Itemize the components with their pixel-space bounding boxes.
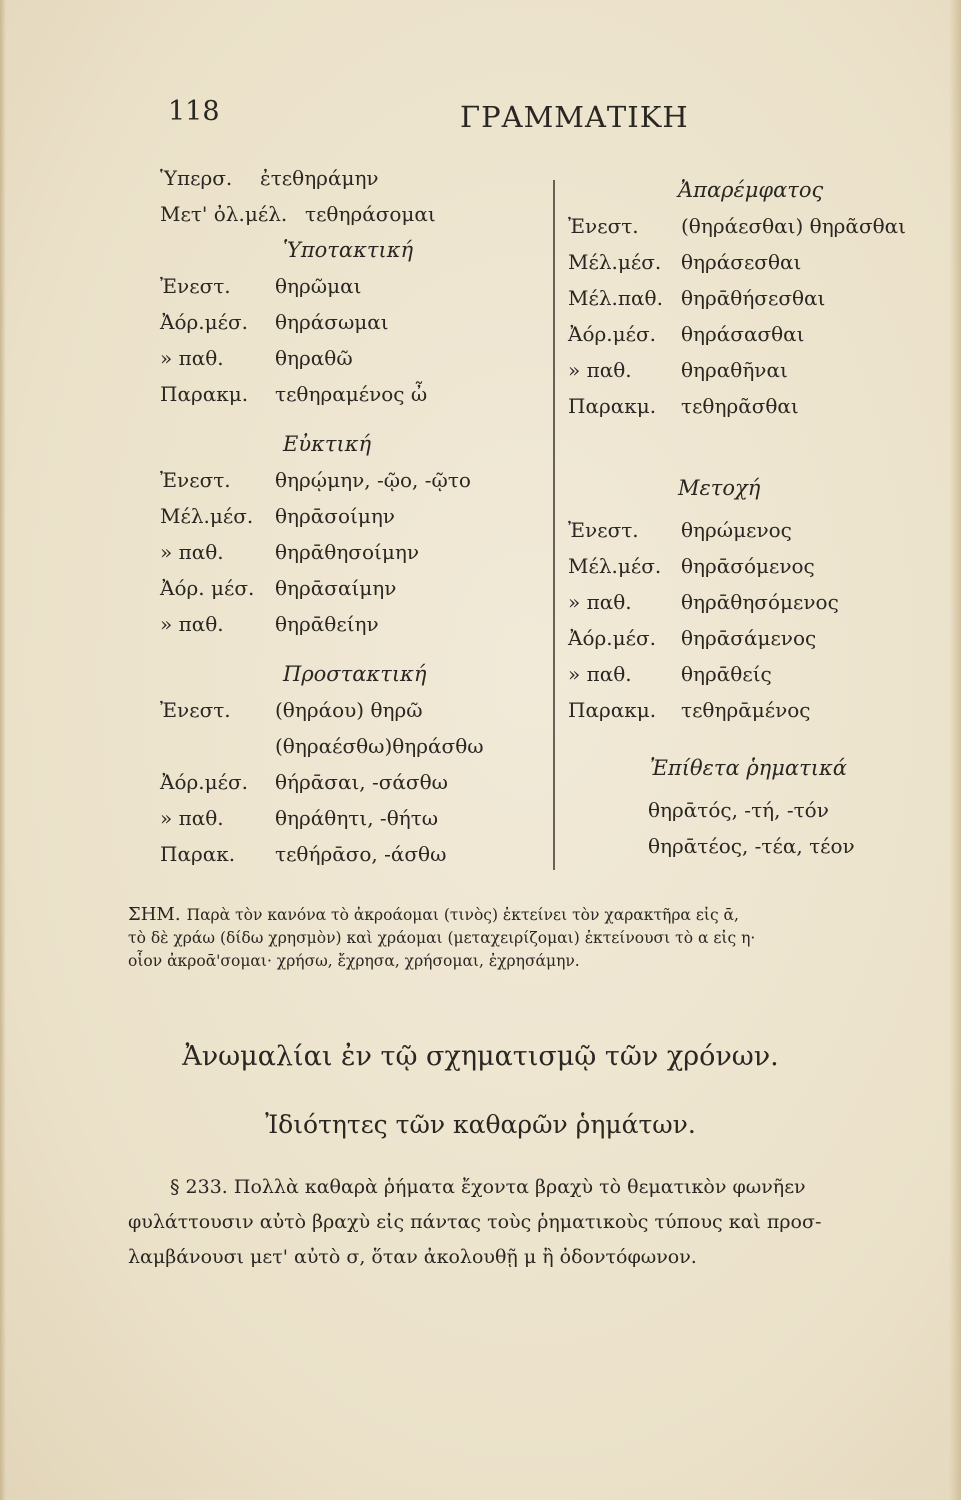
tense-label [160, 728, 275, 764]
verb-form: θηρᾱθησοίμην [275, 540, 419, 564]
conjugation-row [568, 208, 906, 244]
footnote [128, 903, 936, 973]
verb-form: θήρᾱσαι, -σάσθω [275, 770, 448, 794]
verb-form: θηρᾱθησόμενος [681, 590, 839, 614]
conjugation-row [160, 570, 484, 606]
mood-heading-optative: Εὐκτική [283, 432, 372, 456]
tense-label: Ἐνεστ. [568, 518, 639, 542]
verb-form: θηραθῶ [275, 346, 353, 370]
verb-form: θηράσωμαι [275, 310, 389, 334]
tense-label: Μέλ.παθ. [568, 286, 663, 310]
conjugation-row [160, 462, 484, 498]
paragraph-line: λαμβάνουσι μετ' αὐτὸ σ, ὅταν ἀκολουθῇ μ ἢ ὀδοντόφωνον. [128, 1246, 697, 1268]
verb-form: θηρῶμαι [275, 274, 362, 298]
verb-form: θηρᾱτός, -τή, -τόν [648, 798, 829, 822]
verb-form: θηρᾱτέος, -τέα, τέον [648, 834, 855, 858]
page-edge-right [949, 0, 961, 1500]
note-line: οἷον ἀκροᾱ'σομαι· χρήσω, ἔχρησα, χρήσομαι, ἐχρησάμην. [128, 952, 580, 970]
right-column [568, 172, 906, 864]
verb-form: τεθηρᾱμένος [681, 698, 811, 722]
tense-label: Ἐνεστ. [568, 214, 639, 238]
conjugation-row [568, 280, 906, 316]
section-heading: Ἀνωμαλίαι ἐν τῷ σχηματισμῷ τῶν χρόνων. [182, 1041, 779, 1072]
verb-form: θηρᾱσαίμην [275, 576, 397, 600]
verb-form: θηρᾱθείς [681, 662, 772, 686]
tense-label: Ἀόρ.μέσ. [160, 310, 248, 334]
tense-label: » παθ. [160, 346, 224, 370]
conjugation-row [160, 304, 484, 340]
tense-label: Μέλ.μέσ. [568, 554, 662, 578]
tense-label: Ὑπερσ. [160, 166, 233, 190]
conjugation-row [160, 764, 484, 800]
heading-verbal-adjectives: Ἐπίθετα ῥηματικά [650, 756, 847, 780]
subsection-heading: Ἰδιότητες τῶν καθαρῶν ῥημάτων. [265, 1110, 696, 1139]
running-title: ΓΡΑΜΜΑΤΙΚΗ [460, 100, 689, 134]
tense-label: Μέλ.μέσ. [160, 504, 254, 528]
note-sigla: ΣΗΜ. [128, 904, 181, 925]
tense-label: Ἐνεστ. [160, 698, 231, 722]
tense-label: Μέλ.μέσ. [568, 250, 662, 274]
conjugation-row [160, 534, 484, 570]
body-paragraph [128, 1170, 934, 1275]
conjugation-row [568, 388, 906, 424]
tense-label: Ἐνεστ. [160, 468, 231, 492]
tense-label: » παθ. [568, 590, 632, 614]
paragraph-line: φυλάττουσιν αὐτὸ βραχὺ εἰς πάντας τοὺς ῥηματικοὺς τύπους καὶ προσ- [128, 1211, 822, 1233]
conjugation-row [160, 498, 484, 534]
left-column [160, 160, 484, 872]
verb-form: θηράσεσθαι [681, 250, 802, 274]
paragraph-line: § 233. Πολλὰ καθαρὰ ῥήματα ἔχοντα βραχὺ τὸ θεματικὸν φωνῆεν [170, 1176, 806, 1198]
verbal-adjective-row [568, 792, 906, 828]
verb-form: θηρώμενος [681, 518, 792, 542]
page-edge-left [0, 0, 6, 1500]
conjugation-row [160, 376, 484, 412]
tense-label: » παθ. [568, 662, 632, 686]
verb-form: θηρῴμην, -ῷο, -ῷτο [275, 468, 471, 492]
verb-form: θηρᾱθείην [275, 612, 379, 636]
conjugation-row [568, 584, 906, 620]
conjugation-row [160, 800, 484, 836]
verb-form: θηράσασθαι [681, 322, 805, 346]
verb-form: ἐτεθηράμην [260, 166, 379, 190]
conjugation-row [568, 656, 906, 692]
conjugation-row [568, 512, 906, 548]
conjugation-row [568, 316, 906, 352]
page-number: 118 [168, 96, 220, 127]
tense-label: Παρακμ. [568, 394, 657, 418]
conjugation-row [160, 160, 484, 196]
tense-label: Ἀόρ. μέσ. [160, 576, 255, 600]
column-divider [553, 180, 555, 870]
note-line: τὸ δὲ χράω (δίδω χρησμὸν) καὶ χράομαι (μεταχειρίζομαι) ἐκτείνουσι τὸ α εἰς η· [128, 929, 756, 947]
verb-form: θηρᾱσοίμην [275, 504, 395, 528]
verb-form: θηρᾱσόμενος [681, 554, 815, 578]
conjugation-row [160, 692, 484, 728]
conjugation-row [568, 244, 906, 280]
mood-heading-subjunctive: Ὑποτακτική [283, 238, 414, 262]
tense-label: Παρακμ. [160, 382, 249, 406]
tense-label: Παρακ. [160, 842, 236, 866]
verb-form: τεθήρᾱσο, -άσθω [275, 842, 447, 866]
mood-heading-infinitive: Ἀπαρέμφατος [678, 178, 824, 202]
verb-form: θηρᾱθήσεσθαι [681, 286, 826, 310]
tense-label: » παθ. [160, 540, 224, 564]
tense-label: » παθ. [568, 358, 632, 382]
conjugation-row [160, 340, 484, 376]
conjugation-row [568, 620, 906, 656]
conjugation-row [568, 692, 906, 728]
tense-label: Ἀόρ.μέσ. [568, 322, 656, 346]
tense-label: Μετ' ὀλ.μέλ. [160, 202, 288, 226]
conjugation-row [568, 548, 906, 584]
tense-label: » παθ. [160, 612, 224, 636]
verbal-adjective-row [568, 828, 906, 864]
conjugation-row [160, 268, 484, 304]
note-text: Παρὰ τὸν κανόνα τὸ ἀκροάομαι (τινὸς) ἐκτείνει τὸν χαρακτῆρα εἰς ᾱ, [186, 906, 739, 924]
conjugation-row [568, 352, 906, 388]
verb-form: τεθηραμένος ὦ [275, 382, 428, 406]
tense-label: Παρακμ. [568, 698, 657, 722]
verb-form: θηρᾱσάμενος [681, 626, 817, 650]
conjugation-row [160, 728, 484, 764]
verb-form: (θηράου) θηρῶ [275, 698, 423, 722]
conjugation-row [160, 196, 484, 232]
verb-form: θηραθῆναι [681, 358, 788, 382]
tense-label: Ἀόρ.μέσ. [568, 626, 656, 650]
verb-form: (θηραέσθω)θηράσθω [275, 734, 484, 758]
verb-form: τεθηρᾶσθαι [681, 394, 799, 418]
mood-heading-participle: Μετοχή [678, 476, 761, 500]
tense-label: Ἐνεστ. [160, 274, 231, 298]
conjugation-row [160, 606, 484, 642]
tense-label: » παθ. [160, 806, 224, 830]
verb-form: τεθηράσομαι [305, 202, 436, 226]
note-line [128, 903, 936, 927]
tense-label: Ἀόρ.μέσ. [160, 770, 248, 794]
conjugation-row [160, 836, 484, 872]
verb-form: (θηράεσθαι) θηρᾶσθαι [681, 214, 906, 238]
mood-heading-imperative: Προστακτική [283, 662, 427, 686]
verb-form: θηράθητι, -θήτω [275, 806, 439, 830]
